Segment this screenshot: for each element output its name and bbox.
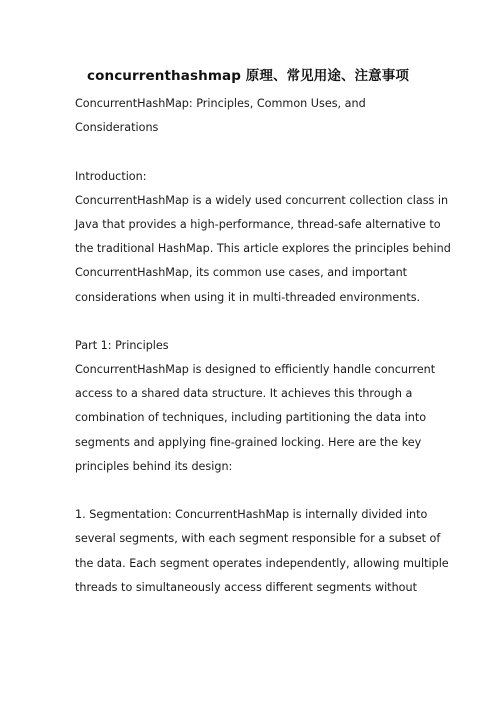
part1-heading: Part 1: Principles (75, 338, 169, 352)
part1-line: principles behind its design: (75, 459, 233, 473)
subtitle-line: Considerations (75, 121, 159, 135)
part1-line: access to a shared data structure. It achieves this through a (75, 387, 413, 401)
subtitle-line: ConcurrentHashMap: Principles, Common Uses, and (75, 97, 366, 110)
paragraph-gap (75, 140, 435, 164)
point1-line: several segments, with each segment responsible for a subset of (75, 532, 441, 546)
document-title: concurrenthashmap 原理、常见用途、注意事项 (87, 68, 409, 84)
part1-line: segments and applying fine-grained locking. Here are the key (75, 435, 422, 449)
part1-line: combination of techniques, including partitioning the data into (75, 411, 427, 425)
intro-line: ConcurrentHashMap is a widely used concurrent collection class in (75, 193, 449, 207)
point1-line: the data. Each segment operates independently, allowing multiple (75, 556, 449, 570)
document-body (75, 92, 451, 600)
point1-line: threads to simultaneously access different segments without (75, 580, 417, 594)
intro-heading: Introduction: (75, 169, 147, 183)
paragraph-gap (75, 479, 435, 503)
paragraph-gap (75, 310, 435, 334)
intro-line: Java that provides a high-performance, thread-safe alternative to (75, 217, 441, 231)
intro-line: ConcurrentHashMap, its common use cases, and important (75, 266, 408, 280)
point1-line: 1. Segmentation: ConcurrentHashMap is internally divided into (75, 508, 428, 522)
part1-line: ConcurrentHashMap is designed to efficiently handle concurrent (75, 363, 436, 377)
intro-line: the traditional HashMap. This article explores the principles behind (75, 242, 451, 256)
intro-line: considerations when using it in multi-threaded environments. (75, 290, 421, 304)
